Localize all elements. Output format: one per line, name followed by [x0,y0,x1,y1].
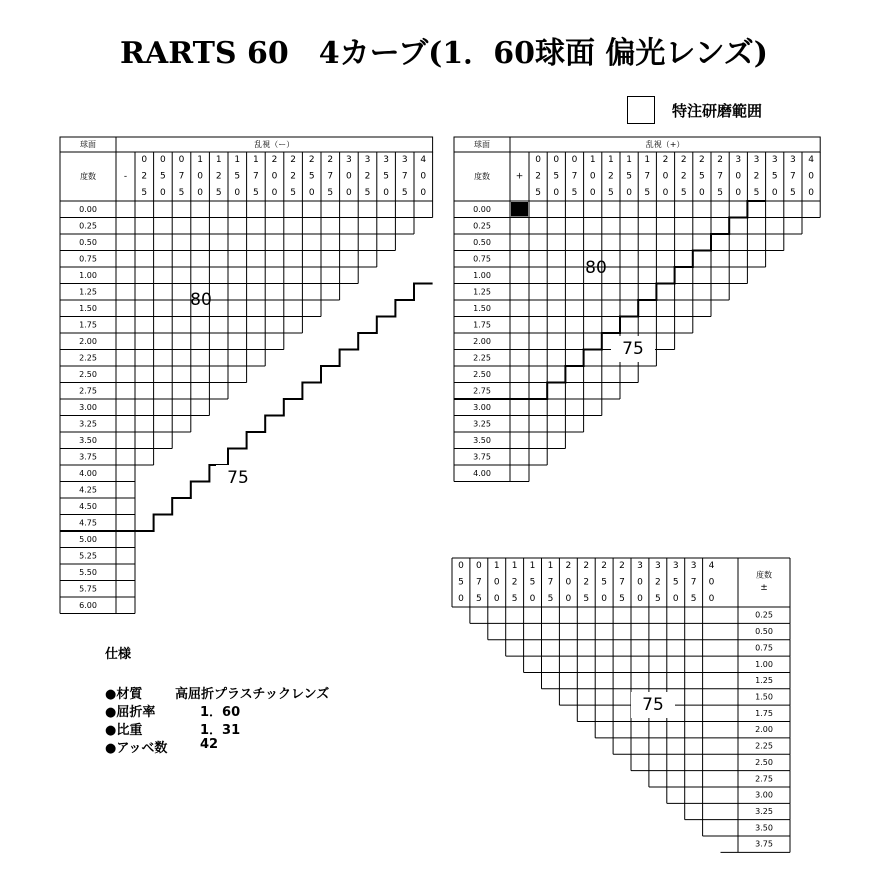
minus-col-header-digit: 5 [253,187,259,198]
plus-col-header-digit: 5 [553,171,560,182]
plus-col-header-digit: 7 [790,171,796,182]
plus-col-header-digit: 0 [589,187,596,198]
plus-col-header-digit: 5 [790,187,796,198]
plus-col-header-digit: 0 [535,155,541,166]
plus-row-label: 0.25 [473,221,491,231]
plus-col-header-digit: 0 [571,155,578,166]
plus-col-header-digit: 2 [699,155,705,166]
pm-col-header-digit: 5 [654,593,661,604]
pm-col-header-digit: 2 [601,561,608,572]
pm-col-header-digit: 7 [690,577,697,588]
minus-row-label: 5.75 [79,584,97,594]
pm-col-header-digit: 0 [458,593,464,604]
minus-col-header-digit: 2 [290,171,296,182]
pm-col-header-digit: 5 [529,577,536,588]
spec-value-material: 高屈折プラスチックレンズ [175,687,330,702]
minus-col-header-digit: 0 [308,187,315,198]
minus-col-header-digit: 5 [308,171,315,182]
plus-col-header-digit: 0 [771,187,778,198]
pm-col-header-digit: 1 [547,561,554,572]
pm-col-header-digit: 0 [708,577,715,588]
minus-col-header-digit: 7 [401,171,408,182]
minus-col-header-digit: 0 [346,171,352,182]
minus-col-header-digit: 2 [141,171,148,182]
plus-row-label: 1.75 [473,320,491,330]
plus-col-header-digit: 5 [571,187,578,198]
plus-col-header-digit: 0 [735,187,742,198]
pm-row-label: 3.75 [755,839,773,849]
pm-index-low-label: 75 [642,695,664,715]
plus-row-label: 1.00 [473,270,491,280]
pm-row-label: 3.50 [755,823,773,833]
minus-col-header-digit: 5 [215,187,222,198]
spec-value-refractive-index: 1．60 [200,705,241,720]
plus-col-header-digit: 7 [717,171,723,182]
pm-col-header-digit: 7 [547,577,554,588]
pm-col-header-digit: 3 [654,561,661,572]
plus-index-low-label: 75 [622,339,644,359]
spec-item-specific-gravity [105,719,241,738]
minus-row-label: 4.25 [79,485,97,495]
pm-power-label: 度数 [756,570,772,580]
pm-col-header-digit: 3 [637,561,643,572]
minus-cyl-header: 乱視（ー） [254,140,295,149]
pm-row-label: 2.75 [755,774,773,784]
minus-col-header-digit: 2 [327,155,334,166]
plus-col-header-digit: 0 [735,171,742,182]
plus-row-label: 2.50 [473,369,491,379]
minus-row-label: 1.75 [79,320,97,330]
pm-col-header-digit: 2 [583,561,590,572]
pm-col-header-digit: 5 [458,577,464,588]
minus-row-label: 0.75 [79,254,97,264]
minus-col-header-digit: 3 [364,155,371,166]
minus-row-label: 4.50 [79,501,97,511]
minus-col-header-digit: 0 [271,171,278,182]
minus-col-header-digit: 5 [401,187,408,198]
minus-col-header-digit: 5 [178,187,185,198]
plus-col-header-digit: 2 [535,171,541,182]
plus-col-header-digit: 1 [608,155,614,166]
pm-col-header-digit: 0 [565,593,572,604]
pm-col-header-digit: 0 [601,593,608,604]
pm-col-header-digit: 7 [619,577,625,588]
plus-col-header-digit: 2 [680,155,687,166]
plus-col-header-digit: 5 [626,171,632,182]
plus-col-header-digit: 5 [680,187,687,198]
minus-col-header-digit: 0 [383,187,389,198]
plus-col-header-digit: 0 [553,187,560,198]
plus-col-header-digit: 7 [571,171,578,182]
plus-col-header-digit: 5 [771,171,778,182]
minus-row-label: 0.25 [79,221,97,231]
minus-col-header-digit: 7 [178,171,185,182]
spec-value-abbe-number: 42 [200,737,219,752]
minus-col-header-digit: 0 [160,155,166,166]
plus-row-label: 3.75 [473,452,491,462]
pm-col-header-digit: 2 [511,577,518,588]
plus-row-label: 3.25 [473,419,491,429]
minus-row-label: 1.00 [79,270,97,280]
minus-col-header-digit: 3 [346,155,352,166]
minus-row-label: 2.50 [79,369,97,379]
pm-col-header-digit: 0 [637,577,643,588]
minus-col-header-digit: 0 [160,187,166,198]
pm-col-header-digit: 0 [493,577,500,588]
pm-row-label: 3.00 [755,790,773,800]
spec-item-refractive-index [105,701,241,720]
minus-col-header-digit: 2 [308,155,315,166]
spec-label-specific-gravity: ●比重 [105,723,143,738]
pm-col-header-digit: 5 [475,593,482,604]
plus-row-label: 4.00 [473,468,491,478]
pm-col-header-digit: 5 [511,593,518,604]
plus-col-header-digit: 2 [680,171,687,182]
spec-label-refractive-index: ●屈折率 [105,705,156,720]
minus-row-label: 3.50 [79,435,97,445]
plus-row-label: 1.50 [473,303,491,313]
pm-col-header-digit: 2 [654,577,661,588]
plus-col-header-digit: 5 [717,187,723,198]
plus-cyl-header: 乱視（+） [645,140,685,149]
minus-col-header-digit: 4 [420,155,427,166]
minus-col-header-digit: 0 [141,155,148,166]
minus-col-header-digit: 5 [383,171,389,182]
pm-col-header-digit: 1 [493,561,500,572]
pm-col-header-digit: 5 [601,577,608,588]
minus-col-header-digit: 5 [234,171,241,182]
minus-row-label: 1.25 [79,287,97,297]
plus-col-header-digit: 5 [644,187,651,198]
minus-col-header-digit: 1 [197,155,203,166]
pm-row-label: 2.00 [755,725,773,735]
minus-col-header-digit: 5 [327,187,334,198]
plus-row-label: 2.00 [473,336,491,346]
plus-col-header-digit: 4 [808,155,814,166]
minus-row-label: 4.75 [79,518,97,528]
pm-col-header-digit: 0 [637,593,643,604]
minus-row-label: 1.50 [79,303,97,313]
plus-col-header-digit: 0 [626,187,632,198]
plus-sign: + [515,171,524,182]
plus-row-label: 2.75 [473,386,491,396]
minus-power-label: 度数 [80,172,96,181]
plus-row-label: 0.00 [473,204,491,214]
minus-row-label: 2.75 [79,386,97,396]
plus-row-label: 0.50 [473,237,491,247]
minus-row-label: 4.00 [79,468,97,478]
plus-col-header-digit: 0 [808,187,814,198]
minus-col-header-digit: 0 [420,171,427,182]
spec-heading: 仕様 [105,647,132,662]
minus-row-label: 3.00 [79,402,97,412]
minus-col-header-digit: 7 [253,171,259,182]
minus-col-header-digit: 1 [234,155,241,166]
minus-col-header-digit: 0 [346,187,352,198]
plus-power-label: 度数 [474,172,490,181]
minus-col-header-digit: 1 [253,155,259,166]
pm-row-label: 1.00 [755,659,773,669]
minus-col-header-digit: 7 [327,171,334,182]
minus-col-header-digit: 0 [420,187,427,198]
pm-row-label: 0.25 [755,610,773,620]
plus-col-header-digit: 2 [662,155,669,166]
plus-index-high-label: 80 [585,258,607,278]
pm-col-header-digit: 5 [672,577,679,588]
pm-col-header-digit: 2 [565,561,572,572]
minus-col-header-digit: 5 [364,187,371,198]
pm-col-header-digit: 0 [672,593,679,604]
spec-label-abbe-number: ●アッベ数 [105,741,168,756]
minus-row-label: 5.00 [79,534,97,544]
minus-row-label: 2.00 [79,336,97,346]
pm-row-label: 1.75 [755,708,773,718]
minus-col-header-digit: 0 [234,187,241,198]
pm-col-header-digit: 0 [475,561,482,572]
pm-col-header-digit: 5 [583,593,590,604]
pm-col-header-digit: 0 [708,593,715,604]
pm-col-header-digit: 1 [529,561,536,572]
pm-col-header-digit: 5 [547,593,554,604]
pm-col-header-digit: 3 [690,561,697,572]
pm-row-label: 3.25 [755,807,773,816]
plus-col-header-digit: 1 [626,155,632,166]
plus-row-label: 0.75 [473,254,491,264]
minus-row-label: 2.25 [79,353,97,363]
plus-col-header-digit: 1 [589,155,596,166]
plus-col-header-digit: 0 [699,187,705,198]
plus-sphere-header: 球面 [474,140,490,149]
minus-col-header-digit: 2 [215,171,222,182]
minus-col-header-digit: 2 [290,155,296,166]
minus-col-header-digit: 3 [401,155,408,166]
pm-row-label: 1.25 [755,676,773,686]
pm-row-label: 0.75 [755,643,773,653]
minus-row-label: 6.00 [79,600,97,610]
pm-col-header-digit: 4 [708,561,715,572]
pm-row-label: 2.50 [755,757,773,767]
plus-col-header-digit: 2 [753,171,760,182]
minus-col-header-digit: 2 [271,155,278,166]
minus-col-header-digit: 5 [290,187,296,198]
spec-item-material [105,683,330,702]
plus-col-header-digit: 5 [608,187,614,198]
pm-col-header-digit: 0 [458,561,464,572]
minus-index-high-label: 80 [190,290,212,310]
plus-col-header-digit: 0 [662,171,669,182]
legend-label: 特注研磨範囲 [672,102,763,120]
plus-row-label: 3.00 [473,402,491,412]
pm-col-header-digit: 1 [511,561,518,572]
minus-col-header-digit: 0 [271,187,278,198]
pm-col-header-digit: 2 [583,577,590,588]
plus-col-header-digit: 0 [808,171,814,182]
minus-row-label: 0.00 [79,204,97,214]
plus-col-header-digit: 2 [717,155,723,166]
minus-col-header-digit: 3 [383,155,389,166]
spec-item-abbe-number [105,737,219,756]
minus-index-low-label: 75 [227,468,249,488]
plus-col-header-digit: 2 [608,171,614,182]
plus-row-label: 3.50 [473,435,491,445]
pm-col-header-digit: 5 [619,593,625,604]
plus-col-header-digit: 5 [535,187,541,198]
plus-col-header-digit: 0 [589,171,596,182]
minus-sphere-header: 球面 [80,140,96,149]
plus-col-header-digit: 3 [753,155,760,166]
minus-col-header-digit: 0 [197,171,203,182]
plus-col-header-digit: 1 [644,155,651,166]
pm-col-header-digit: 0 [565,577,572,588]
plus-col-header-digit: 5 [699,171,705,182]
plus-col-header-digit: 3 [771,155,778,166]
plus-col-header-digit: 3 [735,155,742,166]
plus-black-cell [511,202,528,217]
pm-row-label: 2.25 [755,741,773,751]
minus-row-label: 3.25 [79,419,97,429]
pm-col-header-digit: 5 [690,593,697,604]
pm-sign: ± [760,583,768,593]
minus-col-header-digit: 2 [364,171,371,182]
plus-col-header-digit: 0 [553,155,560,166]
minus-row-label: 5.25 [79,551,97,561]
page-title: RARTS 60 4カーブ(1．60球面 偏光レンズ) [120,36,768,71]
plus-col-header-digit: 0 [662,187,669,198]
minus-col-header-digit: 0 [178,155,185,166]
pm-col-header-digit: 2 [619,561,625,572]
pm-col-header-digit: 7 [475,577,482,588]
pm-col-header-digit: 3 [672,561,679,572]
minus-row-label: 3.75 [79,452,97,462]
pm-row-label: 0.50 [755,627,773,637]
plus-col-header-digit: 5 [753,187,760,198]
plus-header-bg [454,137,820,152]
minus-row-label: 5.50 [79,567,97,577]
minus-col-header-digit: 1 [215,155,222,166]
pm-row-label: 1.50 [755,692,773,702]
minus-col-header-digit: 0 [197,187,203,198]
minus-sign: - [123,171,128,182]
pm-col-header-digit: 0 [529,593,536,604]
plus-row-label: 2.25 [473,353,491,363]
plus-col-header-digit: 3 [790,155,796,166]
minus-col-header-digit: 5 [141,187,148,198]
plus-col-header-digit: 7 [644,171,651,182]
spec-label-material: ●材質 [105,687,143,702]
minus-col-header-digit: 5 [160,171,166,182]
minus-row-label: 0.50 [79,237,97,247]
plus-row-label: 1.25 [473,287,491,297]
pm-col-header-digit: 0 [493,593,500,604]
spec-value-specific-gravity: 1．31 [200,723,241,738]
